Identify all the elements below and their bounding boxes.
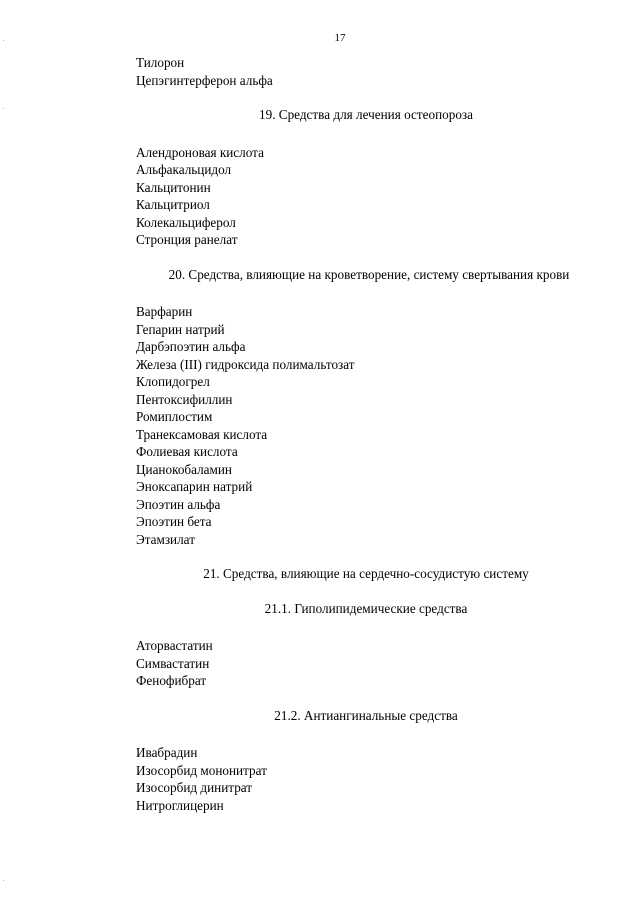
list-item: Нитроглицерин [136, 797, 224, 813]
list-item: Аторвастатин [136, 638, 213, 653]
list-item: Фолиевая кислота [136, 444, 238, 459]
list-item: Эпоэтин альфа [136, 496, 221, 512]
section-19-list [136, 144, 616, 249]
list-item: Железа (III) гидроксида полимальтозат [136, 356, 355, 372]
list-item: Фенофибрат [136, 673, 207, 688]
list-item: Алендроновая кислота [136, 144, 264, 160]
section-heading-20: 20. Средства, влияющие на кроветворение, систему свертывания крови [168, 266, 570, 282]
list-item: Дарбэпоэтин альфа [136, 339, 246, 354]
list-item: Альфакальцидол [136, 162, 232, 177]
list-item: Этамзилат [136, 531, 195, 547]
list-item: Изосорбид мононитрат [136, 762, 267, 778]
list-item: Стронция ранелат [136, 232, 238, 247]
list-item: Транексамовая кислота [136, 426, 268, 442]
list-item: Варфарин [136, 304, 193, 319]
scan-mark [3, 880, 4, 881]
document-body [136, 54, 616, 814]
list-item: Симвастатин [136, 655, 210, 671]
list-item: Кальцитонин [136, 179, 211, 195]
intro-list [136, 54, 616, 89]
list-item: Ромиплостим [136, 409, 213, 424]
list-item: Изосорбид динитрат [136, 780, 253, 795]
list-item: Тилорон [136, 55, 185, 70]
list-item: Эпоэтин бета [136, 514, 212, 529]
list-item: Колекальциферол [136, 214, 236, 230]
list-item: Цианокобаламин [136, 461, 232, 477]
list-item: Пентоксифиллин [136, 391, 233, 407]
section-heading-21: 21. Средства, влияющие на сердечно-сосудистую систему [203, 566, 529, 581]
page-number: 17 [334, 32, 346, 44]
scan-mark [3, 40, 4, 41]
subsection-heading-21-2: 21.2. Антиангинальные средства [274, 707, 458, 723]
list-item: Ивабрадин [136, 745, 198, 760]
section-20-list [136, 303, 616, 548]
list-item: Кальцитриол [136, 197, 210, 212]
list-item: Гепарин натрий [136, 321, 225, 337]
list-item: Клопидогрел [136, 374, 210, 389]
subsection-heading-21-1: 21.1. Гиполипидемические средства [264, 600, 468, 616]
scan-mark [3, 108, 4, 109]
list-item: Эноксапарин натрий [136, 479, 253, 494]
subsection-21-1-list [136, 637, 616, 690]
subsection-21-2-list [136, 744, 616, 814]
section-heading-19: 19. Средства для лечения остеопороза [259, 107, 473, 122]
list-item: Цепэгинтерферон альфа [136, 72, 273, 88]
